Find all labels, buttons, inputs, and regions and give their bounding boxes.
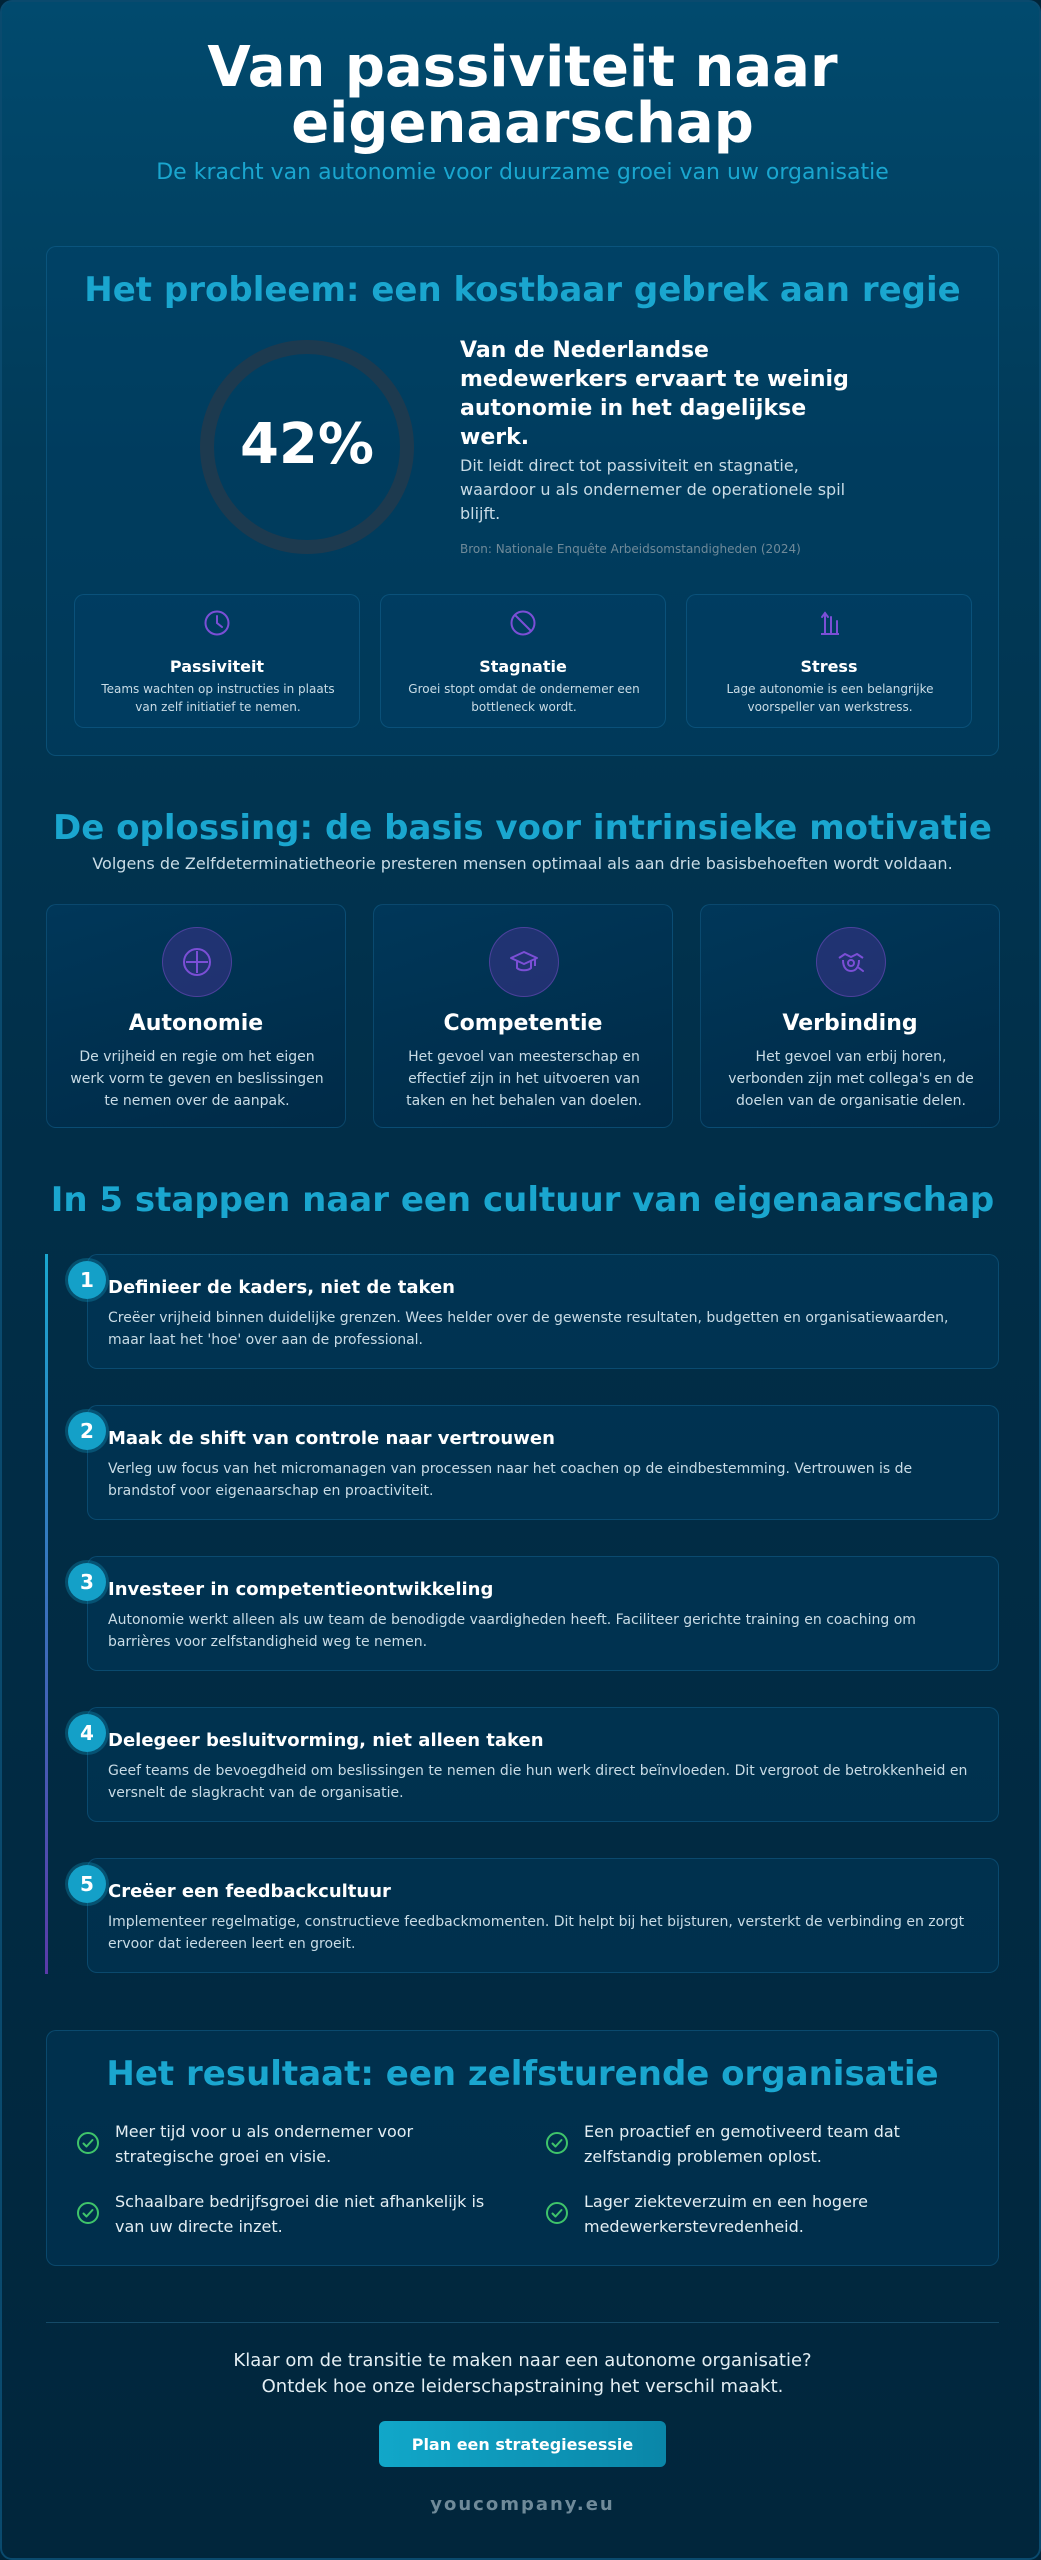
problem-item-title: Stagnatie xyxy=(479,657,567,676)
compass-icon xyxy=(181,946,213,978)
step-desc: Implementeer regelmatige, constructieve feedbackmomenten. Dit helpt bij het bijsturen, versterkt de verbinding en zorgt ervoor dat iedereen leert en groeit. xyxy=(108,1914,965,1952)
problem-headline: Van de Nederlandse medewerkers ervaart te weinig autonomie in het dagelijkse werk. xyxy=(460,338,849,450)
cta-line-2: Ontdek hoe onze leiderschapstraining het verschil maakt. xyxy=(261,2376,784,2397)
step-card xyxy=(87,1858,999,1973)
step-number: 1 xyxy=(68,1261,106,1299)
step-title: Delegeer besluitvorming, niet alleen taken xyxy=(108,1730,544,1751)
stat-percent: 42% xyxy=(239,412,375,477)
problem-item-title: Passiviteit xyxy=(169,657,265,676)
step-card xyxy=(87,1556,999,1671)
solution-title: De oplossing: de basis voor intrinsieke motivatie xyxy=(53,808,992,848)
step-title: Creëer een feedbackcultuur xyxy=(108,1881,391,1902)
result-item: Een proactief en gemotiveerd team dat zelfstandig problemen oplost. xyxy=(584,2122,900,2166)
step-title: Definieer de kaders, niet de taken xyxy=(108,1277,455,1298)
solution-subtitle: Volgens de Zelfdeterminatietheorie presteren mensen optimaal als aan drie basisbehoeften wordt voldaan. xyxy=(92,854,953,873)
handshake-icon xyxy=(835,946,867,978)
step-desc: Geef teams de bevoegdheid om beslissingen te nemen die hun werk direct beïnvloeden. Dit vergroot de betrokkenheid en versnelt de slagkracht van de organisatie. xyxy=(108,1763,968,1801)
check-circle-icon xyxy=(545,2131,569,2155)
problem-item-passiviteit xyxy=(74,594,360,728)
problem-item-desc: Groei stopt omdat de ondernemer een bottleneck wordt. xyxy=(408,682,640,714)
problem-item-title: Stress xyxy=(800,657,858,676)
step-card xyxy=(87,1254,999,1369)
step-number: 3 xyxy=(68,1563,106,1601)
timeline-line xyxy=(45,1254,48,1974)
step-number: 4 xyxy=(68,1714,106,1752)
page-subtitle: De kracht van autonomie voor duurzame groei van uw organisatie xyxy=(156,160,889,185)
pillar-title: Verbinding xyxy=(782,1011,918,1036)
pillar-desc: De vrijheid en regie om het eigen werk vorm te geven en beslissingen te nemen over de aanpak. xyxy=(70,1049,324,1109)
graduation-cap-icon xyxy=(508,946,540,978)
pillar-desc: Het gevoel van meesterschap en effectief zijn in het uitvoeren van taken en het behalen van doelen. xyxy=(406,1049,642,1109)
pillar-verbinding xyxy=(700,904,1000,1128)
result-item: Meer tijd voor u als ondernemer voor strategische groei en visie. xyxy=(115,2122,414,2166)
footer-divider xyxy=(46,2322,999,2323)
result-item: Schaalbare bedrijfsgroei die niet afhankelijk is van uw directe inzet. xyxy=(115,2192,485,2236)
page-title: Van passiviteit naar eigenaarschap xyxy=(207,35,838,156)
problem-source: Bron: Nationale Enquête Arbeidsomstandigheden (2024) xyxy=(460,542,801,556)
pillar-desc: Het gevoel van erbij horen, verbonden zijn met collega's en de doelen van de organisatie delen. xyxy=(728,1049,974,1109)
problem-title: Het probleem: een kostbaar gebrek aan regie xyxy=(84,270,961,310)
ban-icon xyxy=(509,609,537,637)
plan-strategy-session-button[interactable]: Plan een strategiesessie xyxy=(379,2421,666,2467)
step-title: Maak de shift van controle naar vertrouwen xyxy=(108,1428,555,1449)
cta-line-1: Klaar om de transitie te maken naar een autonome organisatie? xyxy=(233,2350,812,2371)
check-circle-icon xyxy=(76,2131,100,2155)
step-number: 2 xyxy=(68,1412,106,1450)
step-card xyxy=(87,1707,999,1822)
problem-item-desc: Teams wachten op instructies in plaats van zelf initiatief te nemen. xyxy=(101,682,335,714)
problem-item-stagnatie xyxy=(380,594,666,728)
site-url[interactable]: youcompany.eu xyxy=(430,2494,615,2515)
pillar-autonomie xyxy=(46,904,346,1128)
step-title: Investeer in competentieontwikkeling xyxy=(108,1579,494,1600)
stress-icon xyxy=(815,609,843,637)
check-circle-icon xyxy=(76,2201,100,2225)
problem-item-stress xyxy=(686,594,972,728)
pillar-competentie xyxy=(373,904,673,1128)
clock-icon xyxy=(203,609,231,637)
steps-title: In 5 stappen naar een cultuur van eigenaarschap xyxy=(50,1180,995,1220)
step-card xyxy=(87,1405,999,1520)
step-desc: Autonomie werkt alleen als uw team de benodigde vaardigheden heeft. Faciliteer gerichte training en coaching om barrières voor zelfstandigheid weg te nemen. xyxy=(108,1612,916,1650)
check-circle-icon xyxy=(545,2201,569,2225)
step-desc: Verleg uw focus van het micromanagen van processen naar het coachen op de eindbestemming. Vertrouwen is de brandstof voor eigenaarschap en proactiviteit. xyxy=(108,1461,913,1499)
step-number: 5 xyxy=(68,1865,106,1903)
problem-item-desc: Lage autonomie is een belangrijke voorspeller van werkstress. xyxy=(726,682,934,714)
results-title: Het resultaat: een zelfsturende organisatie xyxy=(106,2054,939,2094)
result-item: Lager ziekteverzuim en een hogere medewerkerstevredenheid. xyxy=(584,2192,868,2236)
pillar-title: Competentie xyxy=(443,1011,603,1036)
pillar-title: Autonomie xyxy=(128,1011,264,1036)
problem-text: Dit leidt direct tot passiviteit en stagnatie, waardoor u als ondernemer de operationele spil blijft. xyxy=(460,456,846,523)
step-desc: Creëer vrijheid binnen duidelijke grenzen. Wees helder over de gewenste resultaten, budgetten en organisatiewaarden, maar laat het 'hoe' over aan de professional. xyxy=(108,1310,949,1348)
